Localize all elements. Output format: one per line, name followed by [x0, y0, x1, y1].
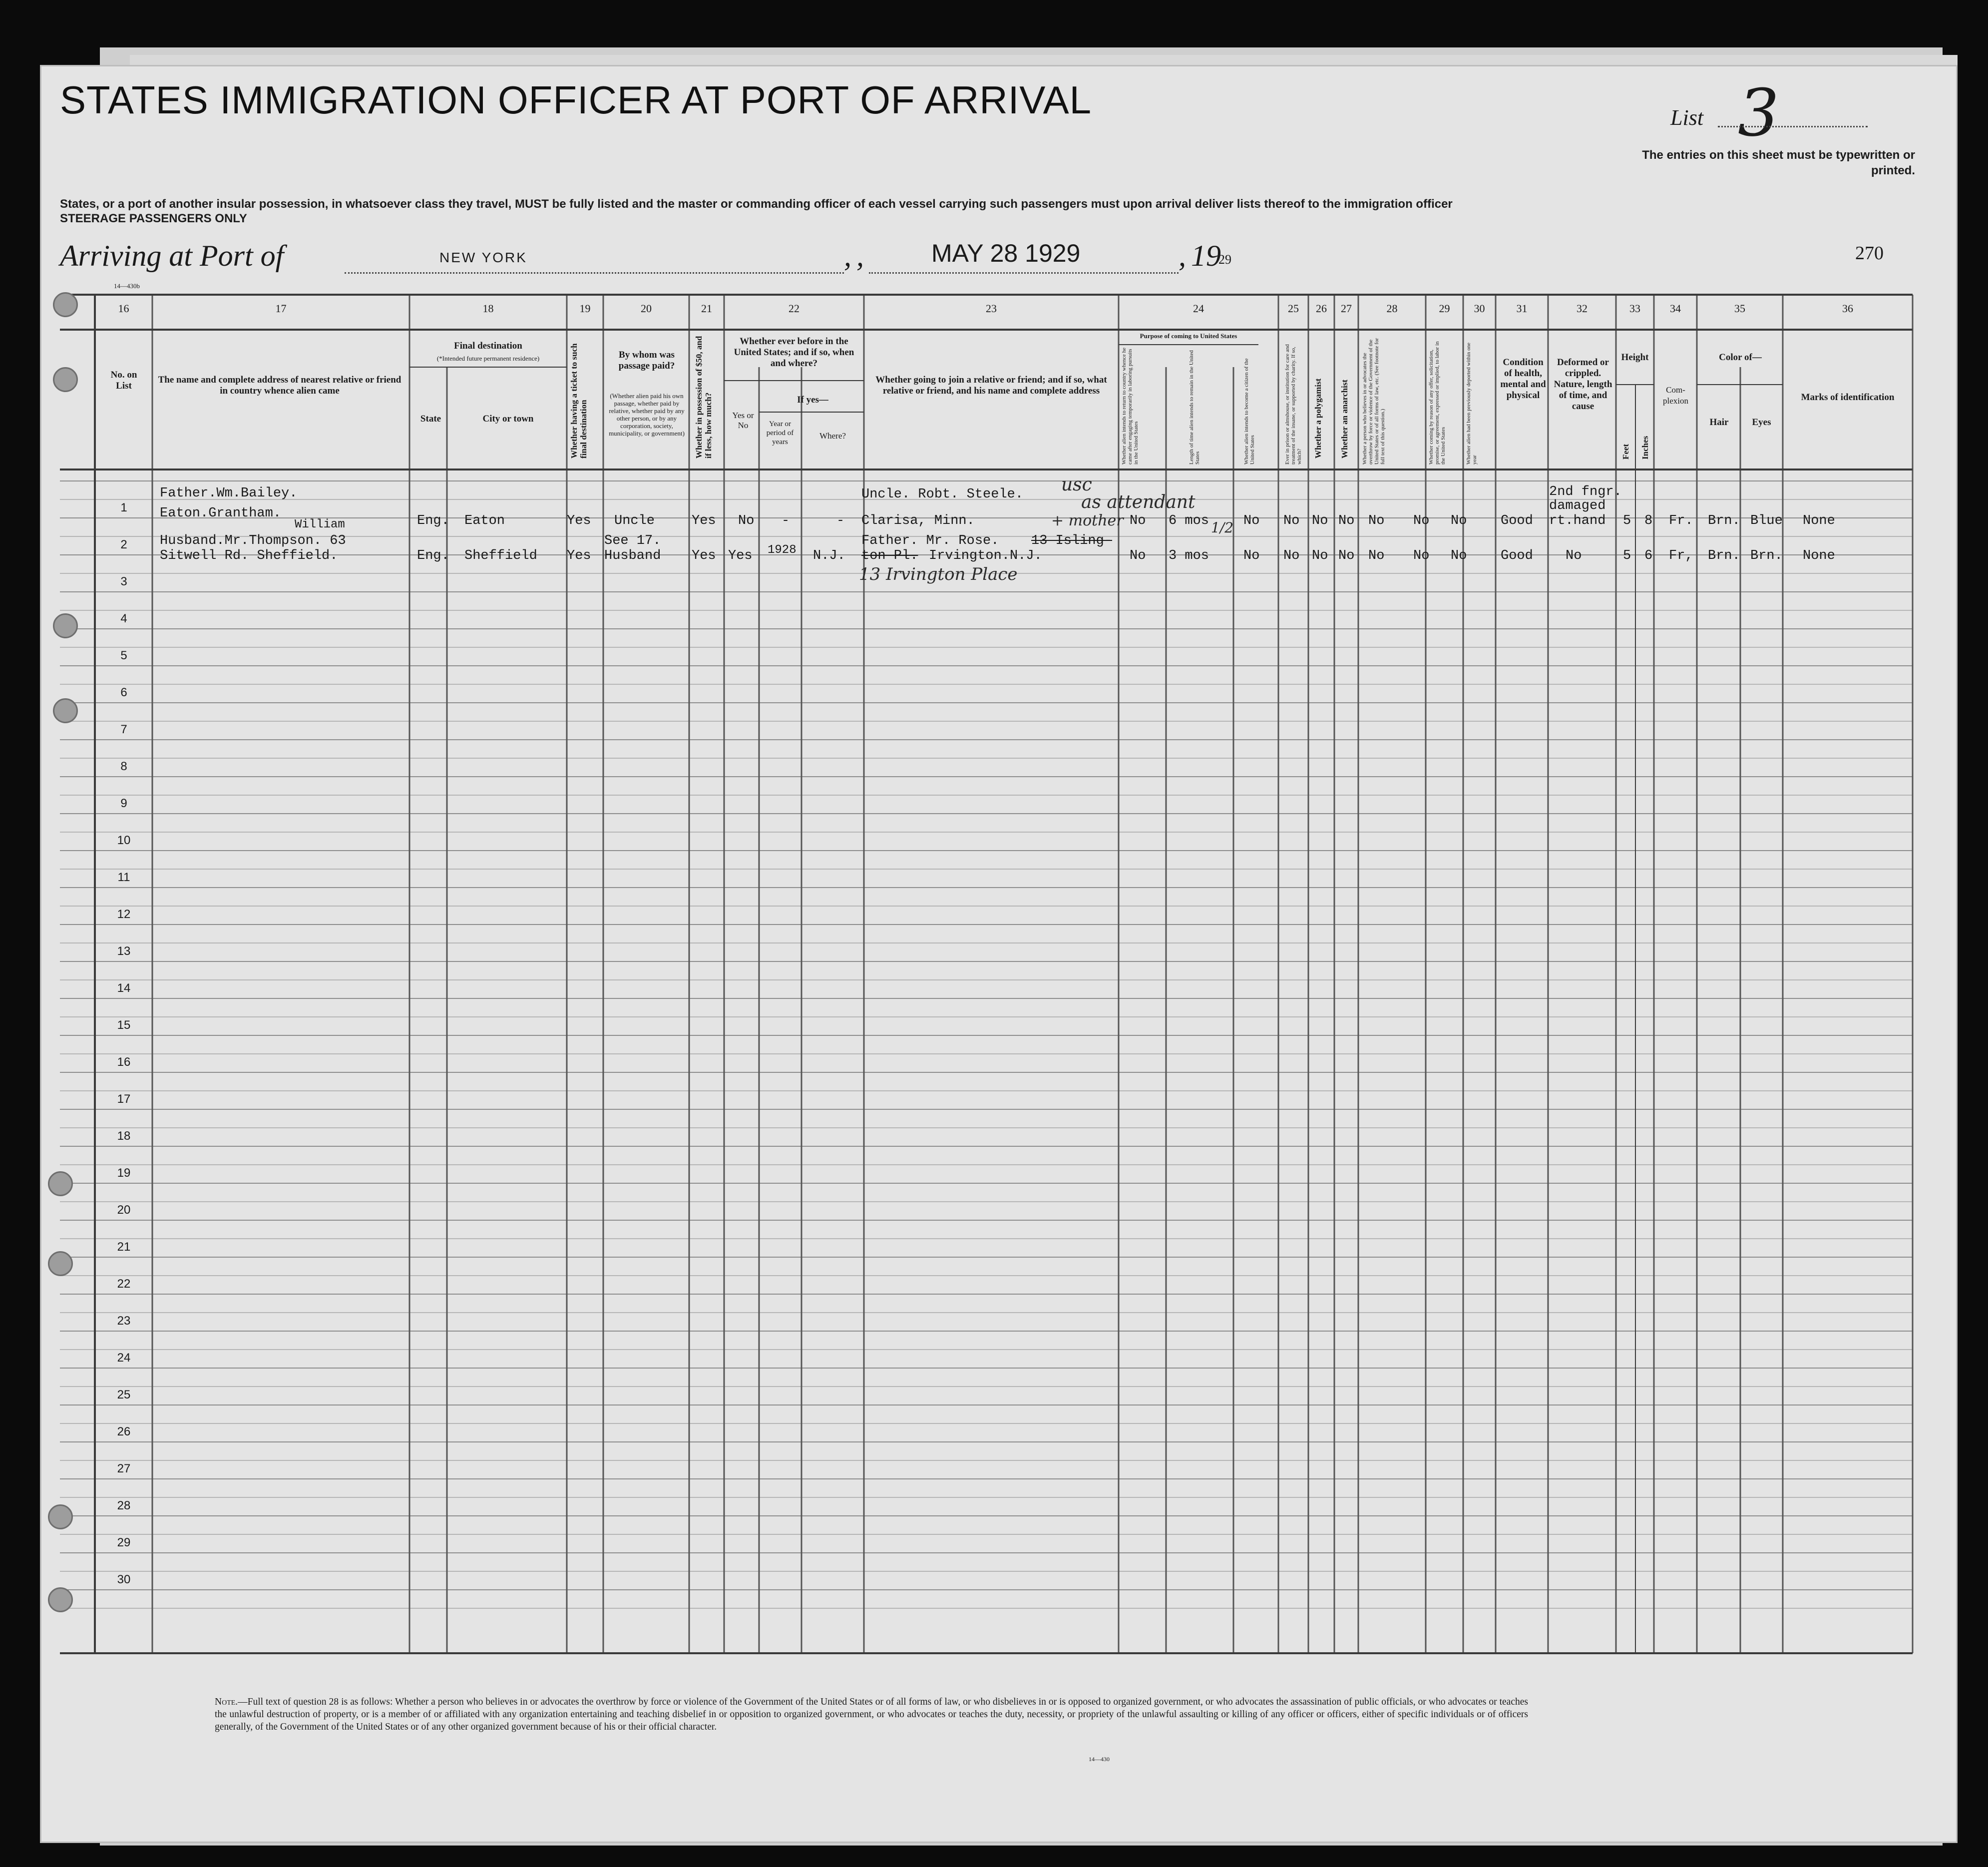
form-code: 14—430b: [114, 282, 140, 290]
row1-deformed-a: 2nd fngr.: [1549, 484, 1622, 499]
row-number: 27: [117, 1462, 131, 1475]
row2-ticket: Yes: [567, 548, 591, 563]
column-number: 26: [1316, 302, 1327, 315]
header-purpose: Purpose of coming to United States: [1140, 332, 1237, 340]
row-number: 8: [120, 760, 127, 773]
column-number: 31: [1516, 302, 1528, 315]
header-length-of-stay: Length of time alien intends to remain in the United States: [1189, 350, 1200, 465]
punch-hole: [48, 1171, 73, 1196]
row2-deported: No: [1451, 548, 1467, 563]
column-number: 18: [482, 302, 494, 315]
row2-feet: 5: [1623, 548, 1631, 563]
year-suffix: 29: [1218, 252, 1231, 267]
header-anarchist: Whether an anarchist: [1340, 379, 1349, 459]
row1-labor-offer: No: [1413, 513, 1430, 528]
sheet-number: 270: [1855, 243, 1884, 264]
port-line: [345, 272, 844, 274]
row1-feet: 5: [1623, 513, 1631, 528]
header-color-of: Color of—: [1719, 352, 1762, 363]
row-number: 7: [120, 723, 127, 736]
header-join-relative: Whether going to join a relative or friend; and if so, what relative or friend, and his name and complete address: [875, 375, 1107, 396]
row1-return: No: [1130, 513, 1146, 528]
row2-year: 1928: [768, 543, 796, 557]
row1-fifty: Yes: [692, 513, 716, 528]
list-number: 3: [1738, 75, 1779, 151]
row1-join-name: Uncle. Robt. Steele.: [861, 487, 1024, 502]
row-number: 6: [120, 686, 127, 699]
footnote-text: —Full text of question 28 is as follows: Whether a person who believes in or advocates the overthrow by force or violence of the Government of the United States or of all forms of law, or who disbelieves in or is opposed to organized government, or who advocates the assassination of public officials, or who advocates or teaches the unlawful destruction of property, or is a member of or affiliated with any organization entertaining and teaching disbelief in or opposition to organized government, or who advocates or teaches the duty, necessity, or propriety of the unlawful assaulting or killing of any officer or officers, either of specific individuals or of officers generally, of the Government of the United States or of any other organized government because of his or their official character.: [215, 1697, 1528, 1732]
row2-relative-address: Sitwell Rd. Sheffield.: [160, 548, 338, 563]
footnote: [215, 1696, 1528, 1733]
column-number: 20: [641, 302, 652, 315]
row2-deformed: No: [1566, 548, 1582, 563]
header-question-28: Whether a person who believes in or advocates the overthrow by force or violence of the Government of the United States or of all forms of law, etc. (See footnote for full text of this question.): [1362, 338, 1386, 465]
header-deformed: Deformed or crippled. Nature, length of time, and cause: [1554, 357, 1612, 412]
header-citizen-intent: Whether alien intends to become a citizen of the United States: [1243, 358, 1255, 465]
punch-hole: [53, 613, 78, 638]
row1-passage-paid: Uncle: [614, 513, 655, 528]
row2-return: No: [1130, 548, 1146, 563]
row-number: 22: [117, 1277, 131, 1291]
row1-hair: Brn.: [1708, 513, 1740, 528]
row2-polygamist: No: [1312, 548, 1328, 563]
header-height: Height: [1621, 352, 1649, 363]
row2-relative-name: Husband.Mr.Thompson. 63: [160, 533, 346, 548]
row1-deported: No: [1451, 513, 1467, 528]
row2-hair: Brn.: [1708, 548, 1740, 563]
row2-question-28: No: [1368, 548, 1385, 563]
row-number: 4: [120, 612, 127, 625]
row1-polygamist: No: [1312, 513, 1328, 528]
row2-passage-b: Husband: [604, 548, 661, 563]
row2-marks: None: [1803, 548, 1835, 563]
header-yes-or-no: Yes or No: [732, 411, 754, 430]
header-passage-paid: By whom was passage paid?: [618, 350, 675, 371]
row2-join-name: Father. Mr. Rose.: [861, 533, 999, 548]
header-where: Where?: [819, 431, 846, 441]
row1-marks: None: [1803, 513, 1835, 528]
header-no-on-list: No. on List: [110, 370, 137, 391]
header-final-destination: Final destination: [454, 341, 522, 351]
row-number: 28: [117, 1499, 131, 1512]
row1-ticket: Yes: [567, 513, 591, 528]
row-number: 5: [120, 649, 127, 662]
header-deported: Whether alien had been previously deported within one year: [1466, 342, 1478, 465]
row2-complexion: Fr,: [1669, 548, 1693, 563]
row1-deformed-c: rt.hand: [1549, 513, 1606, 528]
column-number: 27: [1341, 302, 1352, 315]
row-number: 9: [120, 797, 127, 810]
row2-join-town: Irvington.N.J.: [929, 548, 1042, 563]
column-number: 19: [579, 302, 591, 315]
row1-relative-address: Eaton.Grantham.: [160, 506, 282, 521]
column-number: 32: [1577, 302, 1588, 315]
row1-city: Eaton: [464, 513, 505, 528]
row1-handwritten-fraction: 1/2: [1211, 519, 1234, 536]
row1-relative-name: Father.Wm.Bailey.: [160, 486, 298, 501]
footnote-lead: Note.: [215, 1697, 238, 1707]
row2-anarchist: No: [1338, 548, 1355, 563]
row2-passage-a: See 17.: [604, 533, 661, 548]
row2-health: Good: [1501, 548, 1533, 563]
date-line: [869, 272, 1179, 274]
row-number: 24: [117, 1351, 131, 1365]
row1-eyes: Blue: [1750, 513, 1783, 528]
row1-anarchist: No: [1338, 513, 1355, 528]
page-title: STATES IMMIGRATION OFFICER AT PORT OF ARRIVAL: [60, 78, 1092, 122]
comma: ,: [844, 239, 851, 272]
header-hair: Hair: [1709, 417, 1729, 428]
punch-hole: [48, 1504, 73, 1529]
header-year: Year or period of years: [766, 420, 794, 446]
row2-before: Yes: [728, 548, 753, 563]
header-final-destination-note: (*Intended future permanent residence): [436, 355, 540, 362]
arrival-date: MAY 28 1929: [931, 239, 1081, 267]
row-number: 2: [120, 538, 127, 551]
column-number: 23: [986, 302, 997, 315]
header-feet: Feet: [1621, 444, 1630, 460]
header-return-intent: Whether alien intends to return to country whence he came after engaging temporarily in laboring pursuits in the United States: [1121, 348, 1139, 465]
header-eyes: Eyes: [1752, 417, 1771, 428]
row2-city: Sheffield: [464, 548, 537, 563]
row-number: 30: [117, 1573, 131, 1586]
row2-length: 3 mos: [1169, 548, 1209, 563]
row1-health: Good: [1501, 513, 1533, 528]
header-if-yes: If yes—: [797, 395, 828, 405]
row2-join-struck: 13 Isling-: [1031, 533, 1113, 548]
list-underline: [1718, 126, 1868, 127]
row-number: 19: [117, 1166, 131, 1180]
column-number: 28: [1386, 302, 1398, 315]
arriving-label: Arriving at Port of: [60, 239, 284, 272]
row1-inches: 8: [1644, 513, 1653, 528]
header-labor-offer: Whether coming by reason of any offer, solicitation, promise, or agreement, expressed or implied, to labor in the United States: [1428, 341, 1446, 465]
column-number: 22: [789, 302, 799, 315]
row2-state: Eng.: [417, 548, 449, 563]
header-ticket: Whether having a ticket to such final destination: [569, 343, 588, 459]
row-number: 12: [117, 908, 131, 921]
header-before-in-us: Whether ever before in the United States; and if so, when and where?: [734, 336, 854, 369]
column-number: 29: [1439, 302, 1450, 315]
header-prison: Ever in prison or almshouse, or institution for care and treatment of the insane, or supported by charity. If so, which?: [1284, 344, 1302, 465]
row-number: 20: [117, 1203, 131, 1217]
class-line: STEERAGE PASSENGERS ONLY: [60, 212, 247, 225]
row2-prison: No: [1283, 548, 1300, 563]
header-passage-paid-note: (Whether alien paid his own passage, whether paid by relative, whether paid by any other person, or by any corporation, society, municipality, or government): [609, 392, 685, 437]
row-number: 10: [117, 834, 131, 847]
row2-where: N.J.: [813, 548, 845, 563]
punch-hole: [53, 698, 78, 723]
row-number: 11: [117, 871, 130, 884]
row1-handwritten-mother: + mother: [1051, 512, 1124, 529]
column-number: 36: [1842, 302, 1853, 315]
row-number: 26: [117, 1425, 131, 1438]
row1-complexion: Fr.: [1669, 513, 1693, 528]
column-number: 25: [1288, 302, 1299, 315]
row1-relative-correction: William: [295, 518, 345, 531]
header-fifty-dollars: Whether in possession of $50, and if less, how much?: [694, 336, 713, 459]
row-number: 1: [120, 501, 127, 514]
column-number: 17: [275, 302, 287, 315]
row-number: 17: [117, 1092, 131, 1106]
row-number: 13: [117, 944, 131, 958]
row-number: 18: [117, 1129, 131, 1143]
column-number: 16: [118, 302, 129, 315]
row-number: 16: [117, 1055, 131, 1069]
column-number: 21: [701, 302, 712, 315]
row2-inches: 6: [1644, 548, 1653, 563]
row1-join-address: Clarisa, Minn.: [861, 513, 975, 528]
header-polygamist: Whether a polygamist: [1313, 378, 1323, 459]
row1-length: 6 mos: [1169, 513, 1209, 528]
header-nearest-relative: The name and complete address of nearest relative or friend in country whence alien came: [158, 375, 401, 396]
header-inches: Inches: [1640, 436, 1650, 460]
row-number: 3: [120, 575, 127, 588]
comma: ,: [856, 239, 864, 272]
comma: ,: [1179, 239, 1186, 272]
instructions-line: States, or a port of another insular possession, in whatsoever class they travel, MUST be fully listed and the master or commanding officer of each vessel carrying such passengers must upon arrival deliver lists thereof to the immigration officer: [60, 197, 1453, 211]
row1-before: No: [738, 513, 755, 528]
row1-deformed-b: damaged: [1549, 498, 1606, 513]
footnote-code: 14—430: [1089, 1756, 1110, 1763]
row1-citizen: No: [1243, 513, 1260, 528]
row-number: 23: [117, 1314, 131, 1328]
port-value: NEW YORK: [439, 250, 527, 265]
header-identification: Marks of identification: [1801, 392, 1895, 403]
row2-eyes: Brn.: [1750, 548, 1783, 563]
column-number: 33: [1629, 302, 1640, 315]
row1-question-28: No: [1368, 513, 1385, 528]
row1-handwritten-usc: usc: [1061, 474, 1092, 495]
column-number: 35: [1734, 302, 1745, 315]
row-number: 21: [117, 1240, 131, 1254]
row2-citizen: No: [1243, 548, 1260, 563]
column-number: 30: [1474, 302, 1485, 315]
column-number: 34: [1670, 302, 1681, 315]
punch-hole: [53, 367, 78, 392]
row2-join-struck-b: ton Pl.: [861, 548, 918, 563]
row2-handwritten-address: 13 Irvington Place: [859, 564, 1018, 584]
row-number: 25: [117, 1388, 131, 1401]
row1-prison: No: [1283, 513, 1300, 528]
year-prefix: 19: [1191, 239, 1221, 272]
row1-state: Eng.: [417, 513, 449, 528]
list-label: List: [1670, 105, 1704, 130]
typewritten-note: The entries on this sheet must be typewritten or printed.: [1642, 148, 1915, 177]
row1-year: -: [782, 513, 790, 528]
header-complexion: Com-plexion: [1663, 385, 1688, 406]
header-health: Condition of health, mental and physical: [1500, 357, 1546, 401]
column-number: 24: [1193, 302, 1204, 315]
header-city: City or town: [482, 414, 534, 424]
header-state: State: [420, 414, 441, 424]
row-number: 29: [117, 1536, 131, 1549]
row-number: 14: [117, 981, 131, 995]
punch-hole: [53, 292, 78, 317]
row-number: 15: [117, 1018, 131, 1032]
row1-where: -: [836, 513, 845, 528]
punch-hole: [48, 1251, 73, 1276]
row2-labor-offer: No: [1413, 548, 1430, 563]
row1-handwritten-attendant: as attendant: [1081, 492, 1195, 512]
punch-hole: [48, 1587, 73, 1612]
row2-fifty: Yes: [692, 548, 716, 563]
